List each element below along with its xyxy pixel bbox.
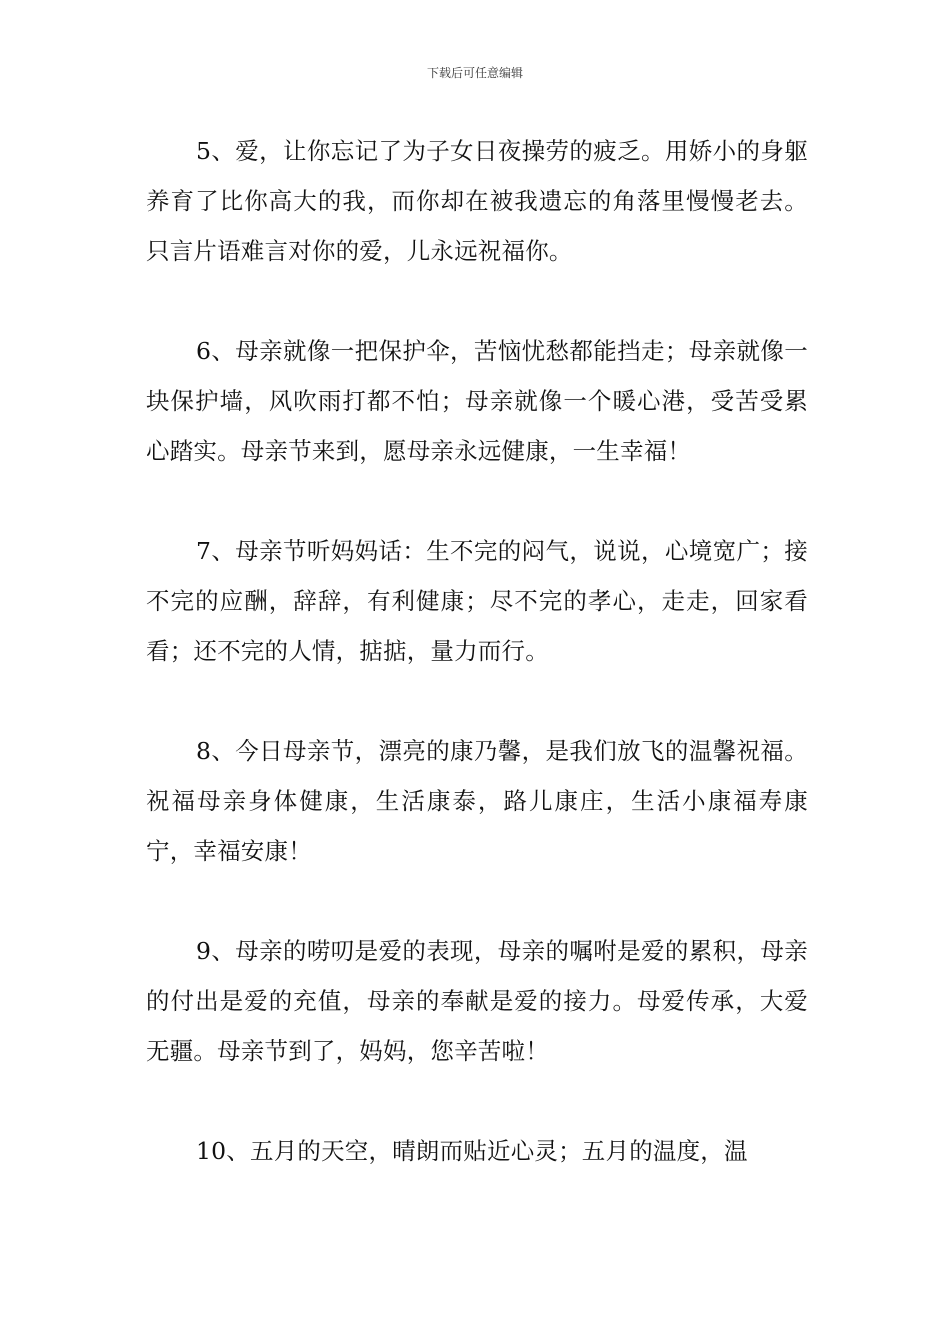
paragraph-7: 7、母亲节听妈妈话：生不完的闷气，说说，心境宽广；接不完的应酬，辞辞，有利健康；尽不完的孝心，走走，回家看看；还不完的人情，掂掂，量力而行。: [146, 537, 808, 665]
paragraph-9: 9、母亲的唠叨是爱的表现，母亲的嘱咐是爱的累积，母亲的付出是爱的充值，母亲的奉献是爱的接力。母爱传承，大爱无疆。母亲节到了，妈妈，您辛苦啦！: [146, 937, 808, 1065]
page-header-note: 下载后可任意编辑: [426, 66, 523, 80]
paragraph-6: 6、母亲就像一把保护伞，苦恼忧愁都能挡走；母亲就像一块保护墙，风吹雨打都不怕；母亲就像一个暖心港，受苦受累心踏实。母亲节来到，愿母亲永远健康，一生幸福！: [146, 337, 808, 465]
paragraph-8: 8、今日母亲节，漂亮的康乃馨，是我们放飞的温馨祝福。祝福母亲身体健康，生活康泰，路儿康庄，生活小康福寿康宁，幸福安康！: [146, 737, 808, 865]
paragraph-10: 10、五月的天空，晴朗而贴近心灵；五月的温度，温: [196, 1137, 748, 1165]
paragraph-5: 5、爱，让你忘记了为子女日夜操劳的疲乏。用娇小的身躯养育了比你高大的我，而你却在被我遗忘的角落里慢慢老去。只言片语难言对你的爱，儿永远祝福你。: [146, 137, 808, 265]
document-body: [146, 126, 808, 1226]
